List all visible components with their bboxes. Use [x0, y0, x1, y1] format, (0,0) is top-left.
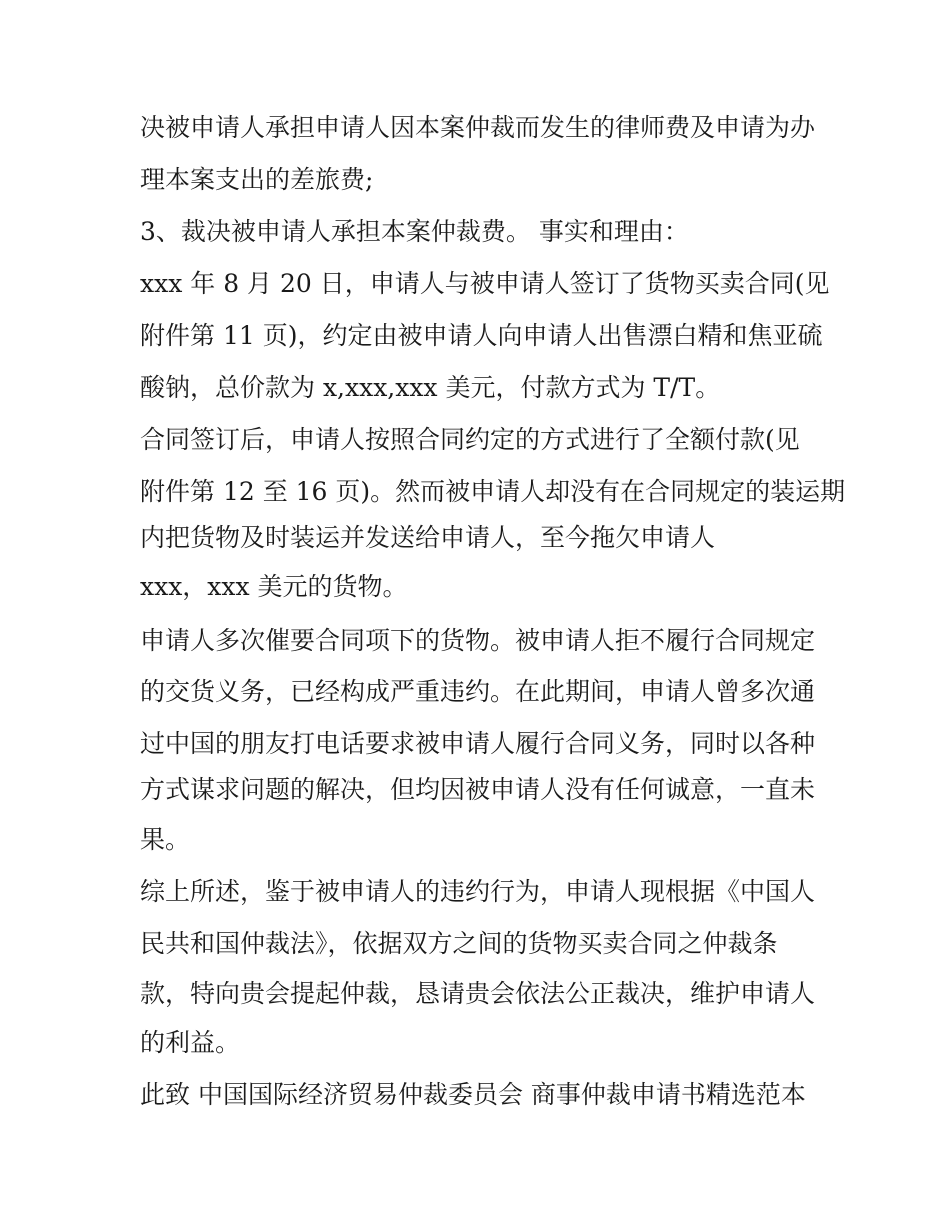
text-line: 决被申请人承担申请人因本案仲裁而发生的律师费及申请为办	[140, 113, 816, 142]
text-line: 过中国的朋友打电话要求被申请人履行合同义务，同时以各种	[140, 729, 816, 758]
text-line: xxx，xxx 美元的货物。	[140, 572, 408, 601]
text-line: 3、裁决被申请人承担本案仲裁费。 事实和理由：	[140, 217, 689, 246]
text-line: 合同签订后，申请人按照合同约定的方式进行了全额付款(见	[140, 425, 800, 454]
text-line: 果。	[140, 825, 191, 854]
text-line: 酸钠，总价款为 x,xxx,xxx 美元，付款方式为 T/T。	[140, 373, 721, 402]
text-line: 款，特向贵会提起仲裁，恳请贵会依法公正裁决，维护申请人	[140, 979, 816, 1008]
text-line: 此致 中国国际经济贸易仲裁委员会 商事仲裁申请书精选范本	[140, 1080, 806, 1109]
text-line: 理本案支出的差旅费;	[140, 165, 374, 194]
text-line: 内把货物及时装运并发送给申请人，至今拖欠申请人	[140, 523, 716, 552]
text-line: 的交货义务，已经构成严重违约。在此期间，申请人曾多次通	[140, 677, 816, 706]
text-line: 民共和国仲裁法》，依据双方之间的货物买卖合同之仲裁条	[140, 929, 778, 958]
text-line: 附件第 11 页)，约定由被申请人向申请人出售漂白精和焦亚硫	[140, 321, 823, 350]
text-line: xxx 年 8 月 20 日，申请人与被申请人签订了货物买卖合同(见	[140, 269, 830, 298]
text-line: 申请人多次催要合同项下的货物。被申请人拒不履行合同规定	[140, 626, 816, 655]
text-line: 方式谋求问题的解决，但均因被申请人没有任何诚意，一直未	[140, 775, 816, 804]
text-line: 的利益。	[140, 1028, 241, 1057]
text-line: 附件第 12 至 16 页)。然而被申请人却没有在合同规定的装运期	[140, 477, 846, 506]
text-line: 综上所述，鉴于被申请人的违约行为，申请人现根据《中国人	[140, 877, 816, 906]
